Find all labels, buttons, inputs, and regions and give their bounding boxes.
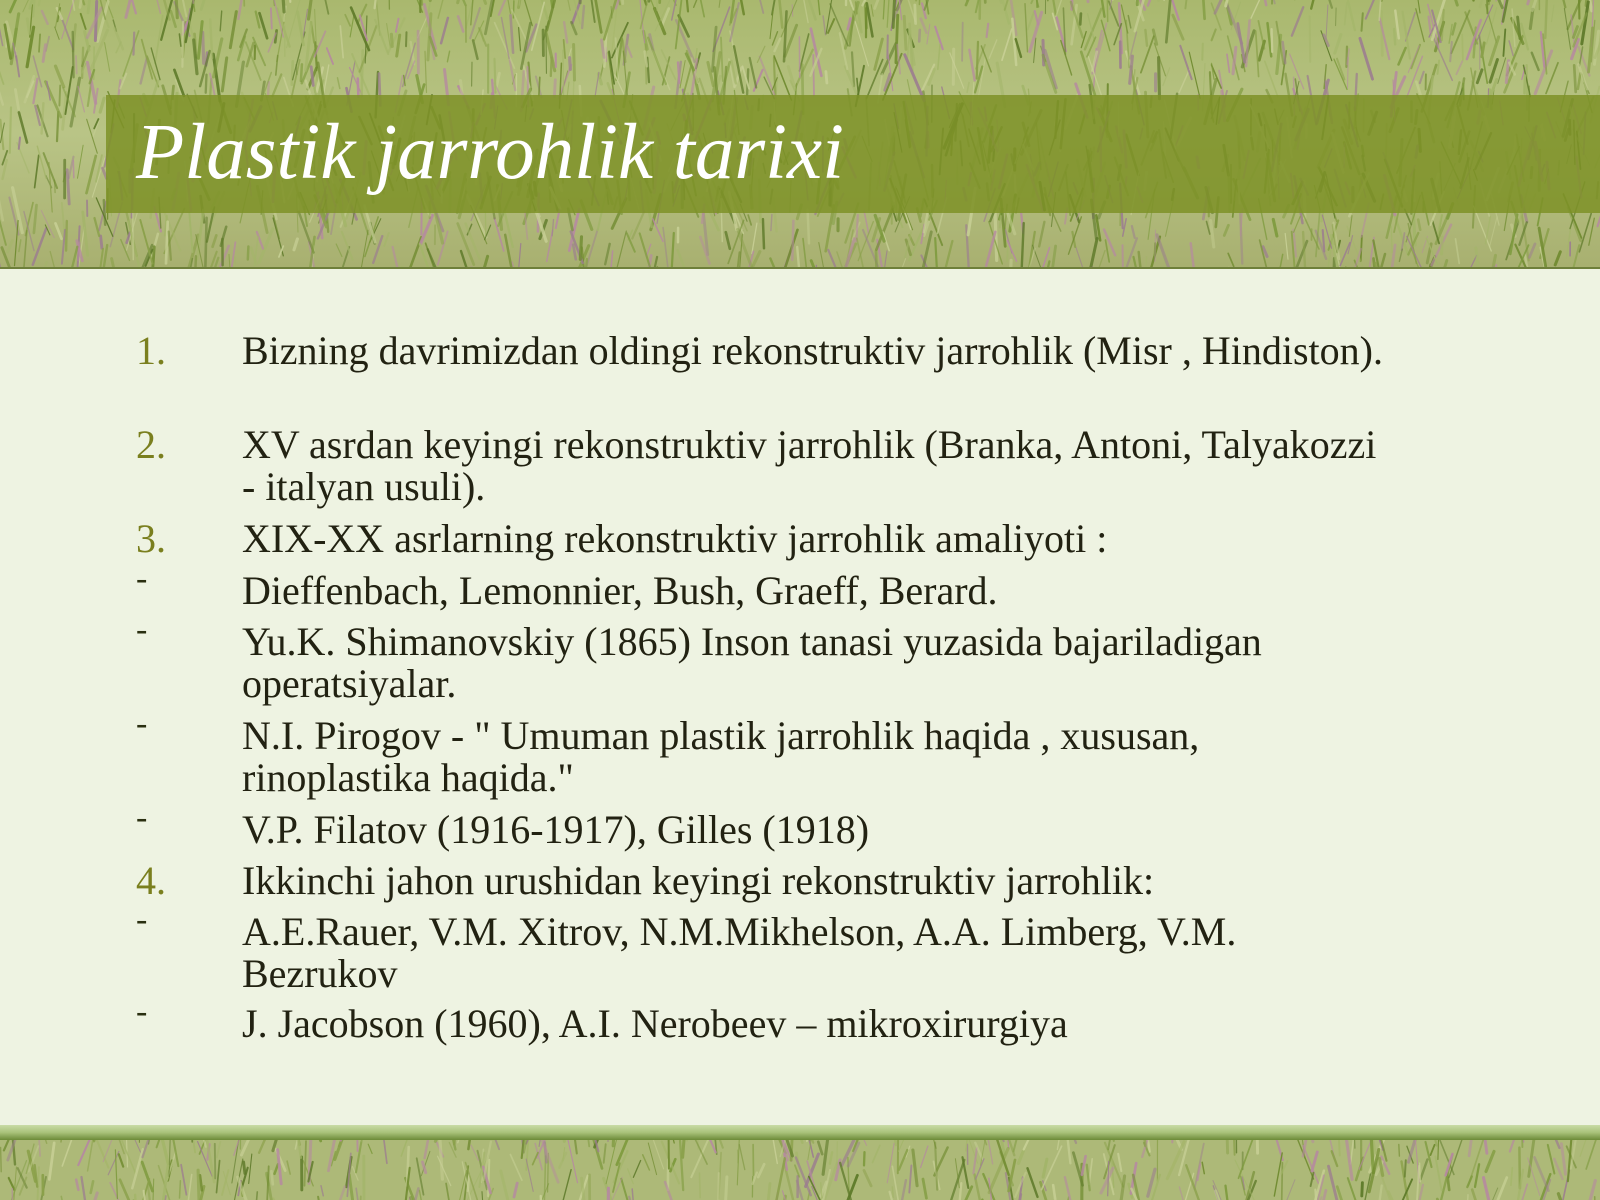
dash-marker: - <box>136 799 148 836</box>
list-item-text: N.I. Pirogov - " Umuman plastik jarrohlik haqida , xususan, rinoplastika haqida." <box>242 713 1200 800</box>
list-item-text: J. Jacobson (1960), A.I. Nerobeev – mikroxirurgiya <box>242 1001 1068 1046</box>
list-item-text: Bizning davrimizdan oldingi rekonstruktiv jarrohlik (Misr , Hindiston). <box>242 328 1383 373</box>
list-number: 2. <box>136 422 166 467</box>
list-item-text: XV asrdan keyingi rekonstruktiv jarrohlik (Branka, Antoni, Talyakozzi - italyan usuli). <box>242 422 1377 509</box>
dash-marker: - <box>136 705 148 742</box>
dash-marker: - <box>136 560 148 597</box>
list-item-text: V.P. Filatov (1916-1917), Gilles (1918) <box>242 807 870 852</box>
list-number: 1. <box>136 328 166 373</box>
list-item-text: A.E.Rauer, V.M. Xitrov, N.M.Mikhelson, A.A. Limberg, V.M. Bezrukov <box>242 909 1237 996</box>
dash-marker: - <box>136 901 148 938</box>
list-item-text: XIX-XX asrlarning rekonstruktiv jarrohlik amaliyoti : <box>242 516 1108 561</box>
list-number: 3. <box>136 516 166 561</box>
list-number: 4. <box>136 858 166 903</box>
slide-title: Plastik jarrohlik tarixi <box>136 109 845 196</box>
dash-marker: - <box>136 993 148 1030</box>
list-item-text: Yu.K. Shimanovskiy (1865) Inson tanasi yuzasida bajariladigan operatsiyalar. <box>242 619 1262 706</box>
list-item-text: Dieffenbach, Lemonnier, Bush, Graeff, Berard. <box>242 568 998 613</box>
dash-marker: - <box>136 611 148 648</box>
list-item-text: Ikkinchi jahon urushidan keyingi rekonstruktiv jarrohlik: <box>242 858 1155 903</box>
